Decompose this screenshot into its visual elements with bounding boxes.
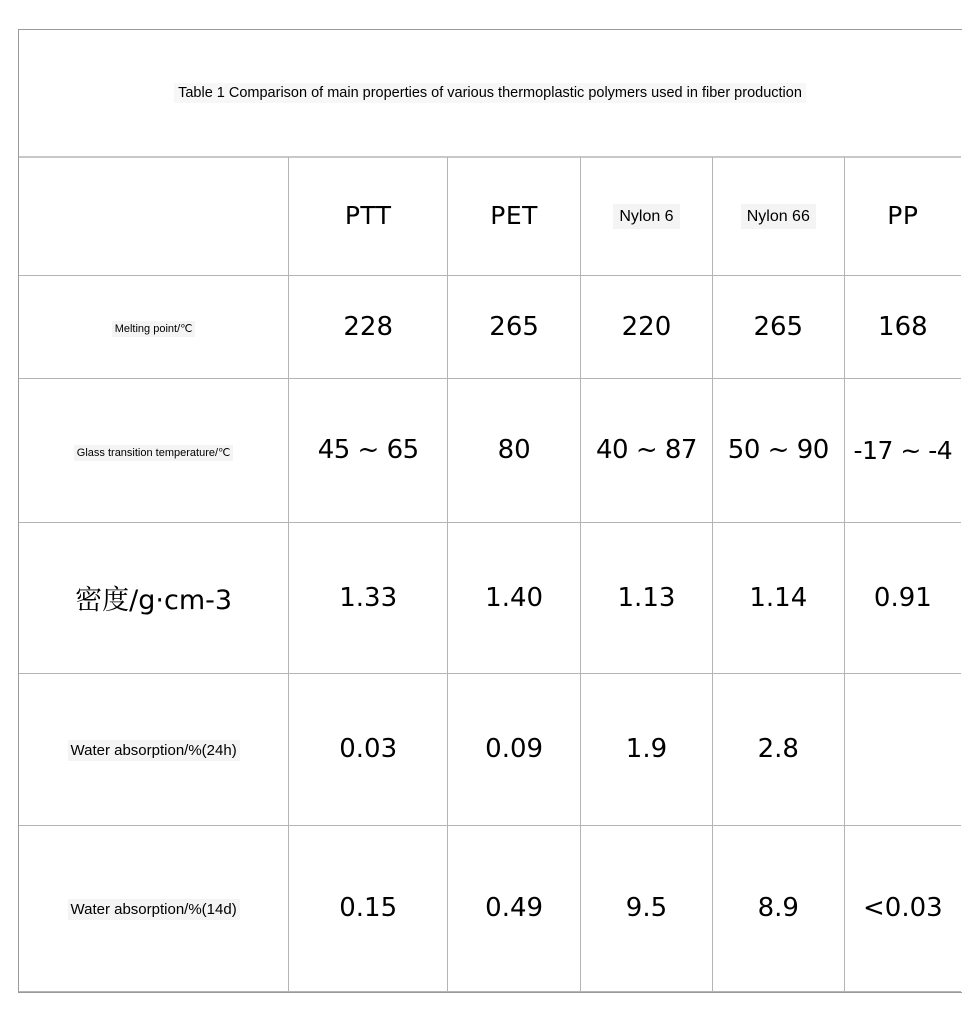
table-cell: 80 xyxy=(448,378,581,522)
table-cell: 1.33 xyxy=(289,522,448,673)
row-label: Glass transition temperature/℃ xyxy=(19,378,289,522)
table-cell: 265 xyxy=(712,275,844,378)
row-label: Water absorption/%(24h) xyxy=(19,673,289,825)
table-cell: 45 ~ 65 xyxy=(289,378,448,522)
row-label: 密度/g·cm-3 xyxy=(19,522,289,673)
table-caption xyxy=(19,30,961,158)
table-cell: 50 ~ 90 xyxy=(712,378,844,522)
table-cell: 0.03 xyxy=(289,673,448,825)
table-row-water-absorption-14d xyxy=(19,825,961,991)
table-cell: 0.91 xyxy=(844,522,961,673)
caption-text: Table 1 Comparison of main properties of various thermoplastic polymers used in fiber production xyxy=(174,83,806,103)
table-row-water-absorption-24h xyxy=(19,673,961,825)
properties-table xyxy=(19,157,961,992)
header-row xyxy=(19,157,961,275)
table-cell: 2.8 xyxy=(712,673,844,825)
table-cell: 265 xyxy=(448,275,581,378)
table-cell: 1.14 xyxy=(712,522,844,673)
table-row-melting-point xyxy=(19,275,961,378)
header-nylon-6: Nylon 6 xyxy=(581,157,713,275)
header-ptt: PTT xyxy=(289,157,448,275)
header-pet: PET xyxy=(448,157,581,275)
header-corner xyxy=(19,157,289,275)
table-cell: 9.5 xyxy=(581,825,713,991)
row-label: Melting point/℃ xyxy=(19,275,289,378)
table-cell: 1.13 xyxy=(581,522,713,673)
row-label: Water absorption/%(14d) xyxy=(19,825,289,991)
table-row-density xyxy=(19,522,961,673)
table-cell: 0.15 xyxy=(289,825,448,991)
table-cell: 1.9 xyxy=(581,673,713,825)
table-cell: 1.40 xyxy=(448,522,581,673)
table-cell: 0.09 xyxy=(448,673,581,825)
table-cell xyxy=(844,673,961,825)
table-cell: 168 xyxy=(844,275,961,378)
table-cell: 0.49 xyxy=(448,825,581,991)
table-cell: 40 ~ 87 xyxy=(581,378,713,522)
table-cell: <0.03 xyxy=(844,825,961,991)
table-cell: 8.9 xyxy=(712,825,844,991)
header-nylon-66: Nylon 66 xyxy=(712,157,844,275)
table-cell: -17 ~ -4 xyxy=(844,378,961,522)
table-cell: 220 xyxy=(581,275,713,378)
table-row-glass-transition xyxy=(19,378,961,522)
header-pp: PP xyxy=(844,157,961,275)
table-cell: 228 xyxy=(289,275,448,378)
